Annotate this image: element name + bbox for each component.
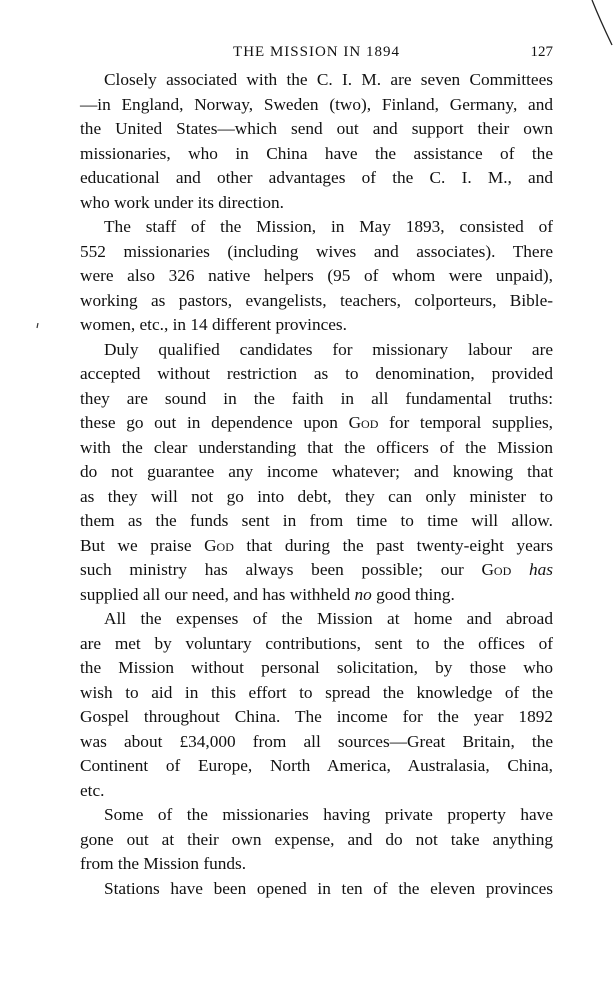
small-caps-text: God bbox=[204, 535, 234, 555]
text-line bbox=[80, 656, 553, 681]
text-segment: 552 missionaries (including wives and associates). There bbox=[80, 241, 553, 261]
page-body bbox=[80, 68, 553, 901]
text-segment: educational and other advantages of the C. I. M., and bbox=[80, 168, 553, 187]
text-segment: But we praise bbox=[80, 535, 205, 555]
text-line bbox=[80, 730, 553, 755]
text-line bbox=[80, 509, 553, 534]
italic-text: has bbox=[528, 560, 553, 579]
text-segment bbox=[511, 560, 529, 579]
text-line bbox=[80, 534, 553, 559]
text-segment: that during the past twenty-eight years bbox=[233, 535, 553, 555]
text-segment: etc. bbox=[80, 780, 105, 800]
text-segment: from the Mission funds. bbox=[80, 854, 247, 873]
paragraph bbox=[80, 803, 553, 877]
text-segment: them as the funds sent in from time to time will allow. bbox=[80, 511, 553, 530]
text-line bbox=[80, 607, 553, 632]
paragraph bbox=[80, 215, 553, 338]
page-header bbox=[80, 44, 553, 66]
paragraph bbox=[80, 607, 553, 803]
text-line bbox=[80, 705, 553, 730]
text-line bbox=[80, 68, 553, 93]
text-segment: Continent of Europe, North America, Australasia, China, bbox=[80, 756, 553, 775]
text-line bbox=[80, 264, 553, 289]
text-line bbox=[80, 558, 553, 583]
text-segment: Closely associated with the C. I. M. are seven Committees bbox=[104, 70, 553, 89]
scan-speck bbox=[35, 323, 40, 329]
text-segment: Gospel throughout China. The income for the year 1892 bbox=[80, 707, 553, 726]
text-line bbox=[80, 828, 553, 853]
text-segment: —in England, Norway, Sweden (two), Finland, Germany, and bbox=[80, 94, 553, 114]
text-segment: women, etc., in 14 different provinces. bbox=[80, 315, 347, 334]
text-segment: The staff of the Mission, in May 1893, consisted of bbox=[104, 217, 553, 236]
text-segment: the United States—which send out and support their own bbox=[80, 119, 553, 138]
text-line bbox=[80, 852, 553, 877]
small-caps-text: God bbox=[348, 413, 379, 432]
text-segment: accepted without restriction as to denomination, provided bbox=[80, 364, 553, 383]
text-segment: gone out at their own expense, and do not take anything bbox=[80, 829, 553, 849]
text-line bbox=[80, 166, 553, 191]
page-number: 127 bbox=[530, 44, 553, 60]
text-line bbox=[80, 583, 553, 608]
text-line bbox=[80, 387, 553, 412]
small-caps-text: God bbox=[481, 560, 512, 579]
text-segment: good thing. bbox=[371, 584, 455, 604]
text-segment: the Mission without personal solicitation, by those who bbox=[80, 658, 553, 677]
text-line bbox=[80, 877, 553, 902]
text-segment: do not guarantee any income whatever; and knowing that bbox=[80, 462, 553, 481]
text-line bbox=[80, 313, 553, 338]
text-line bbox=[80, 240, 553, 265]
paragraph bbox=[80, 338, 553, 608]
text-segment: All the expenses of the Mission at home and abroad bbox=[104, 609, 553, 628]
text-segment: are met by voluntary contributions, sent to the offices of bbox=[80, 633, 553, 653]
text-line bbox=[80, 779, 553, 804]
text-segment: Stations have been opened in ten of the eleven provinces bbox=[104, 878, 553, 898]
text-line bbox=[80, 681, 553, 706]
paragraph bbox=[80, 877, 553, 902]
text-line bbox=[80, 191, 553, 216]
scan-edge-mark bbox=[590, 0, 614, 50]
text-line bbox=[80, 93, 553, 118]
text-segment: they are sound in the faith in all fundamental truths: bbox=[80, 388, 553, 408]
text-segment: who work under its direction. bbox=[80, 192, 284, 212]
text-line bbox=[80, 411, 553, 436]
text-line bbox=[80, 142, 553, 167]
text-segment: were also 326 native helpers (95 of whom were unpaid), bbox=[80, 266, 553, 285]
text-segment: missionaries, who in China have the assistance of the bbox=[80, 143, 553, 163]
text-line bbox=[80, 289, 553, 314]
running-title: THE MISSION IN 1894 bbox=[233, 44, 400, 60]
italic-text: no bbox=[354, 584, 372, 604]
paragraph bbox=[80, 68, 553, 215]
text-line bbox=[80, 632, 553, 657]
text-line bbox=[80, 485, 553, 510]
text-line bbox=[80, 117, 553, 142]
text-line bbox=[80, 460, 553, 485]
text-segment: with the clear understanding that the officers of the Mission bbox=[80, 437, 553, 457]
text-line bbox=[80, 803, 553, 828]
text-segment: working as pastors, evangelists, teachers, colporteurs, Bible- bbox=[80, 290, 553, 310]
text-segment: was about £34,000 from all sources—Great Britain, the bbox=[80, 731, 553, 751]
text-segment: these go out in dependence upon bbox=[80, 413, 349, 432]
text-line bbox=[80, 362, 553, 387]
text-segment: Duly qualified candidates for missionary labour are bbox=[104, 339, 553, 359]
text-segment: Some of the missionaries having private property have bbox=[104, 805, 553, 824]
text-segment: wish to aid in this effort to spread the knowledge of the bbox=[80, 682, 553, 702]
text-line bbox=[80, 754, 553, 779]
text-line bbox=[80, 338, 553, 363]
text-line bbox=[80, 436, 553, 461]
text-line bbox=[80, 215, 553, 240]
text-segment: such ministry has always been possible; our bbox=[80, 560, 482, 579]
text-segment: as they will not go into debt, they can only minister to bbox=[80, 486, 553, 506]
text-segment: for temporal supplies, bbox=[378, 413, 553, 432]
text-segment: supplied all our need, and has withheld bbox=[80, 584, 355, 604]
